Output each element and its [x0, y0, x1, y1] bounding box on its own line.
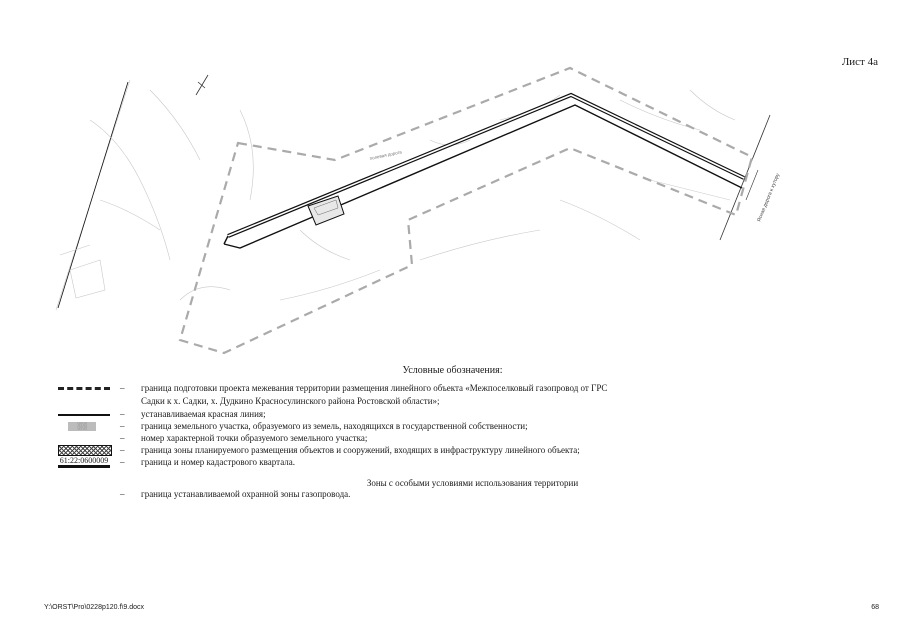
north-arrow [196, 75, 208, 95]
grey-fill-symbol: ░░ [68, 422, 96, 431]
legend-text: номер характерной точки образуемого земельного участка; [141, 433, 368, 443]
legend-title: Условные обозначения: [402, 365, 503, 376]
legend-item-planned-zone: – граница зоны планируемого размещения объектов и сооружений, входящих в инфраструктуру линейного объекта; [0, 445, 905, 457]
legend-item-project-boundary: – граница подготовки проекта межевания территории размещения линейного объекта «Межпоселковый газопровод от ГРС [0, 383, 905, 395]
pipeline-red-line [224, 95, 744, 248]
project-boundary [180, 68, 752, 353]
page-number: 68 [871, 604, 879, 611]
cadastral-symbol: 61:22:0600009 [58, 457, 110, 468]
legend-item-cadastral: 61:22:0600009 – граница и номер кадастрового квартала. [59, 456, 296, 467]
legend-text: граница и номер кадастрового квартала. [141, 457, 296, 467]
sheet-number: Лист 4а [841, 56, 878, 68]
legend-item-project-boundary-cont [0, 396, 905, 408]
legend-item-protection-zone: – граница устанавливаемой охранной зоны газопровода. [120, 489, 351, 499]
legend-text: граница подготовки проекта межевания территории размещения линейного объекта «Межпоселковый газопровод от ГРС [141, 383, 608, 393]
legend-item-red-line: – устанавливаемая красная линия; [0, 409, 905, 421]
legend-text: граница земельного участка, образуемого из земель, находящихся в государственной собственности; [141, 421, 528, 431]
road-label-1: Ясная дорога к хутору [756, 172, 782, 223]
legend-item-land-plot: ░░ – граница земельного участка, образуемого из земель, находящихся в государственной собственности; [0, 421, 905, 433]
hatched-symbol [58, 445, 112, 456]
legend-text: граница устанавливаемой охранной зоны газопровода. [141, 489, 351, 499]
zones-title: Зоны с особыми условиями использования территории [366, 478, 579, 488]
file-path: Y:\ORST\Pro\0228p120.f\9.docx [44, 604, 145, 611]
legend-text: граница зоны планируемого размещения объектов и сооружений, входящих в инфраструктуру линейного объекта; [141, 445, 580, 455]
legend-text: Садки к х. Садки, х. Дудкино Красносулинского района Ростовской области»; [141, 396, 440, 406]
legend-text: устанавливаемая красная линия; [141, 409, 266, 419]
legend-item-point-number: – номер характерной точки образуемого земельного участка; [120, 433, 368, 443]
road-label-2: полевая дорога [369, 149, 403, 161]
